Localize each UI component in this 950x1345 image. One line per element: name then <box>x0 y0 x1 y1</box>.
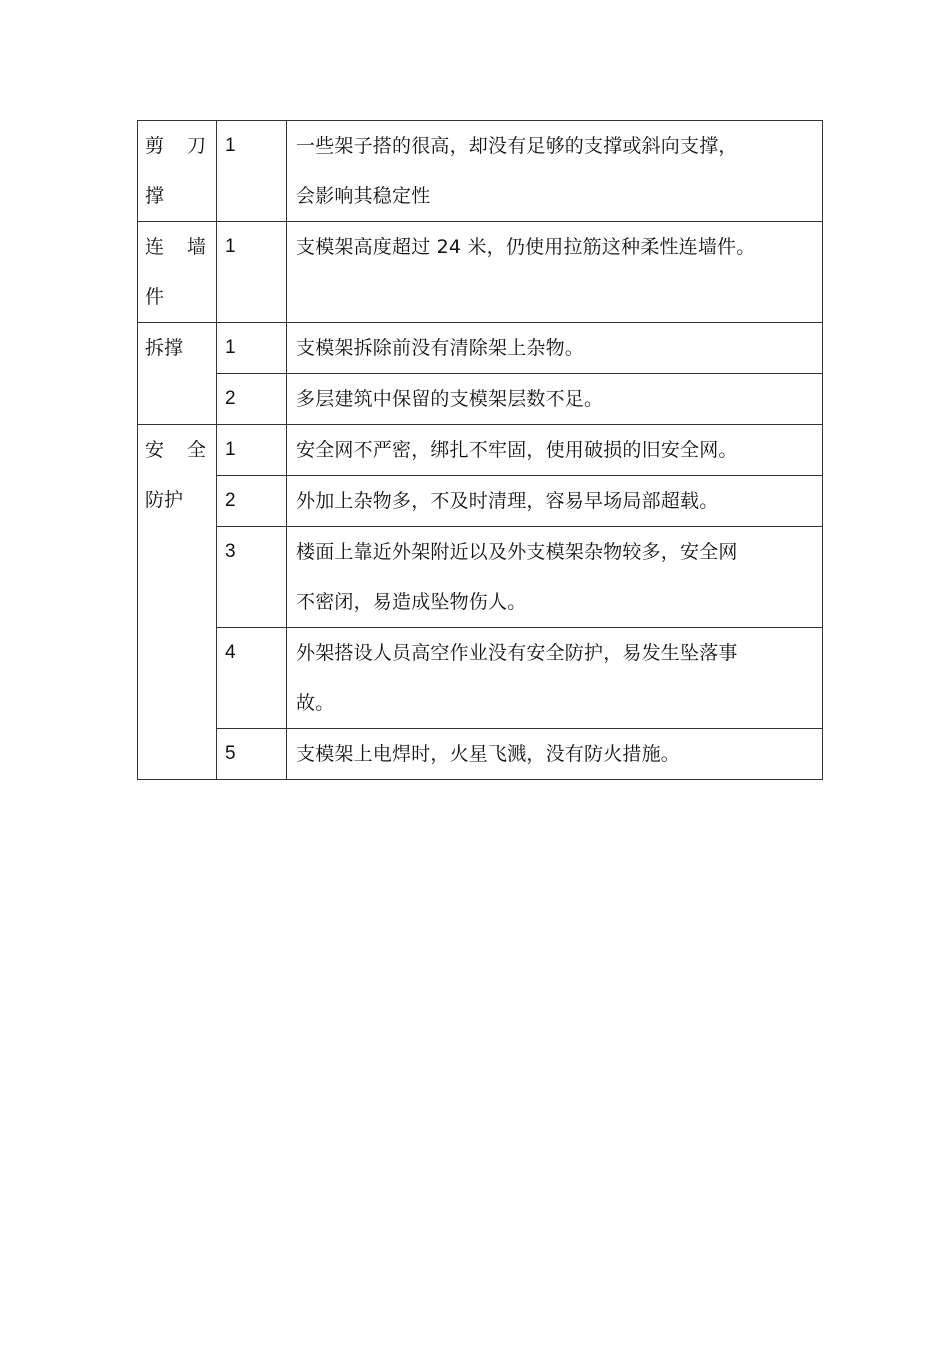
table-row <box>138 121 823 222</box>
category-label: 拆撑 <box>145 337 184 359</box>
hazard-table <box>137 120 823 780</box>
item-number: 1 <box>217 425 287 476</box>
description-line: 外加上杂物多，不及时清理，容易早场局部超载。 <box>296 490 719 512</box>
description-line: 楼面上靠近外架附近以及外支模架杂物较多，安全网 <box>296 541 738 563</box>
description-line: 不密闭，易造成坠物伤人。 <box>296 591 527 613</box>
description-line: 会影响其稳定性 <box>296 185 431 207</box>
description-line: 安全网不严密，绑扎不牢固，使用破损的旧安全网。 <box>296 439 738 461</box>
description-line: 外架搭设人员高空作业没有安全防护，易发生坠落事 <box>296 642 738 664</box>
item-number: 1 <box>217 222 287 323</box>
description-line: 支模架上电焊时，火星飞溅，没有防火措施。 <box>296 743 681 765</box>
description-line: 一些架子搭的很高，却没有足够的支撑或斜向支撑， <box>296 135 738 157</box>
category-char: 连 <box>145 236 165 258</box>
item-number: 1 <box>217 121 287 222</box>
category-char: 安 <box>145 439 165 461</box>
item-number: 2 <box>217 374 287 425</box>
category-char: 件 <box>145 286 165 308</box>
category-cell <box>138 323 217 425</box>
table-row <box>138 323 823 374</box>
description-line: 故。 <box>296 692 335 714</box>
category-cell <box>138 425 217 780</box>
table-row <box>138 527 823 628</box>
table-row <box>138 628 823 729</box>
item-number: 1 <box>217 323 287 374</box>
description-line: 支模架拆除前没有清除架上杂物。 <box>296 337 585 359</box>
item-description <box>287 527 823 628</box>
table-row <box>138 425 823 476</box>
category-cell <box>138 222 217 323</box>
category-char: 撑 <box>145 185 165 207</box>
category-char: 墙 <box>186 236 206 258</box>
category-char: 防护 <box>145 489 184 511</box>
item-number: 2 <box>217 476 287 527</box>
category-char: 刀 <box>186 135 206 157</box>
item-description <box>287 729 823 780</box>
item-description <box>287 476 823 527</box>
item-description <box>287 121 823 222</box>
table-row <box>138 374 823 425</box>
item-description <box>287 323 823 374</box>
item-description <box>287 425 823 476</box>
category-char: 全 <box>186 439 206 461</box>
item-number: 3 <box>217 527 287 628</box>
description-line: 支模架高度超过 24 米，仍使用拉筋这种柔性连墙件。 <box>296 236 756 258</box>
item-description <box>287 222 823 323</box>
category-cell <box>138 121 217 222</box>
item-number: 4 <box>217 628 287 729</box>
table-row <box>138 222 823 323</box>
category-char: 剪 <box>145 135 165 157</box>
table-row <box>138 729 823 780</box>
table-row <box>138 476 823 527</box>
item-description <box>287 374 823 425</box>
item-description <box>287 628 823 729</box>
item-number: 5 <box>217 729 287 780</box>
description-line: 多层建筑中保留的支模架层数不足。 <box>296 388 604 410</box>
